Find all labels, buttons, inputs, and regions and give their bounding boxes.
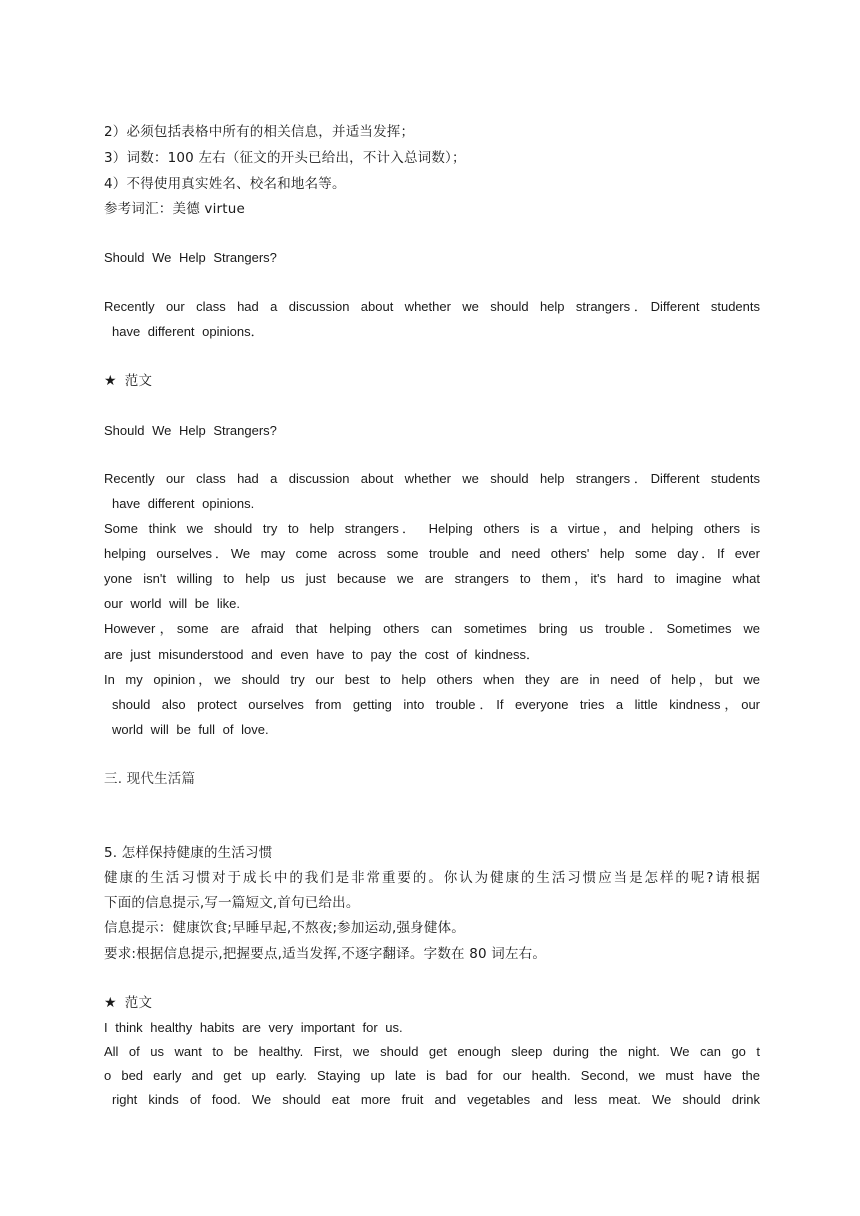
model-essay-line: our world will be like. — [104, 596, 240, 611]
model-essay-line: However，some are afraid that helping others can sometimes bring us trouble．Sometimes we — [104, 621, 760, 636]
model-essay-heading — [104, 371, 152, 391]
model-essay-label: 范文 — [124, 373, 153, 389]
topic-hints: 信息提示：健康饮食;早睡早起,不熬夜;参加运动,强身健体。 — [104, 920, 465, 936]
model-essay-line: All of us want to be healthy. First, we should get enough sleep during the night. We can go t — [104, 1044, 760, 1059]
section-heading: 三. 现代生活篇 — [104, 771, 196, 787]
requirement-2: 2）必须包括表格中所有的相关信息，并适当发挥； — [104, 124, 415, 140]
requirement-3: 3）词数：100 左右（征文的开头已给出，不计入总词数）； — [104, 150, 466, 166]
topic-title: 5. 怎样保持健康的生活习惯 — [104, 845, 273, 861]
model-essay-line: I think healthy habits are very important for us. — [104, 1020, 403, 1035]
star-icon: ★ — [104, 995, 117, 1011]
model-essay-line: o bed early and get up early. Staying up late is bad for our health. Second, we must have the — [104, 1068, 760, 1083]
model-essay-line: should also protect ourselves from getting into trouble．If everyone tries a little kindness，our — [112, 697, 760, 712]
model-essay-label: 范文 — [124, 995, 153, 1011]
model-essay-title: Should We Help Strangers? — [104, 423, 277, 438]
reference-vocabulary: 参考词汇：美德 virtue — [104, 201, 246, 217]
essay-title: Should We Help Strangers? — [104, 250, 277, 265]
requirement-4: 4）不得使用真实姓名、校名和地名等。 — [104, 176, 346, 192]
model-essay-line: helping ourselves．We may come across some trouble and need others' help some day．If ever — [104, 546, 760, 561]
essay-opening-line-1: Recently our class had a discussion about whether we should help strangers．Different students — [104, 299, 760, 314]
model-essay-line: Some think we should try to help strangers． Helping others is a virtue，and helping others is — [104, 521, 760, 536]
model-essay-line: world will be full of love. — [112, 722, 269, 737]
model-essay-line: have different opinions. — [112, 496, 255, 511]
model-essay-line: Recently our class had a discussion about whether we should help strangers．Different students — [104, 471, 760, 486]
topic-description-line-2: 下面的信息提示,写一篇短文,首句已给出。 — [104, 895, 360, 911]
model-essay-line: right kinds of food. We should eat more fruit and vegetables and less meat. We should drink — [112, 1092, 760, 1107]
model-essay-line: yone isn't willing to help us just because we are strangers to them，it's hard to imagine what — [104, 571, 760, 586]
essay-opening-line-2: have different opinions． — [112, 324, 264, 339]
topic-requirements: 要求:根据信息提示,把握要点,适当发挥,不逐字翻译。字数在 80 词左右。 — [104, 946, 547, 962]
topic-description-line-1: 健康的生活习惯对于成长中的我们是非常重要的。你认为健康的生活习惯应当是怎样的呢?请根据 — [104, 870, 760, 886]
star-icon: ★ — [104, 373, 117, 389]
model-essay-heading — [104, 993, 152, 1013]
model-essay-line: In my opinion，we should try our best to help others when they are in need of help，but we — [104, 672, 760, 687]
model-essay-line: are just misunderstood and even have to pay the cost of kindness． — [104, 647, 539, 662]
